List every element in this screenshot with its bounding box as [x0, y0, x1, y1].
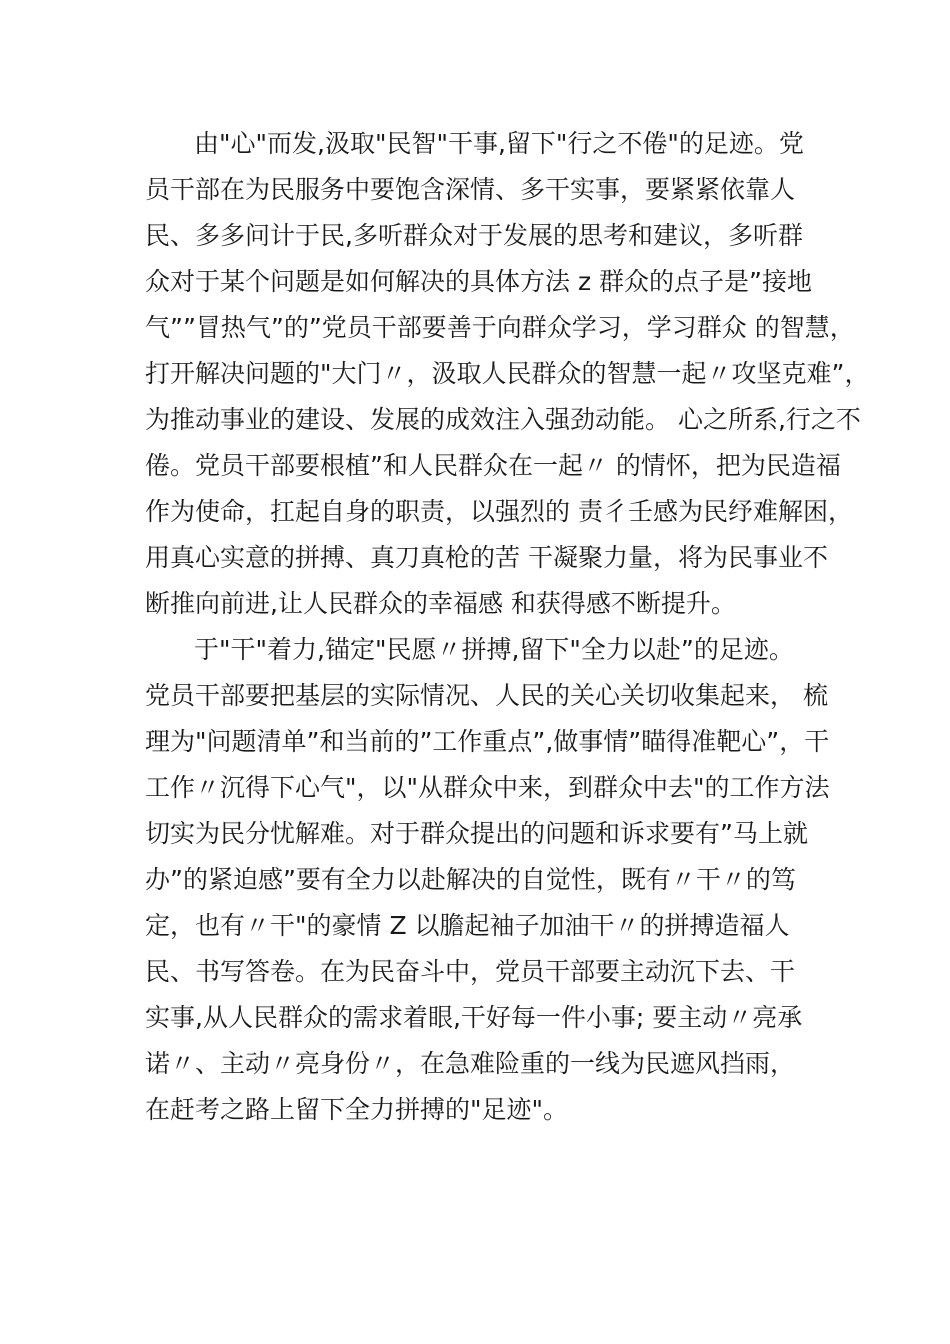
paragraph-2-line-4: 工作〃沉得下心气"，以"从群众中来，到群众中去"的工作方法 [145, 773, 830, 802]
paragraph-2-line-7: 定，也有〃干"的豪情 Z 以膽起袖子加油干〃的拼搏造福人 [145, 911, 790, 940]
paragraph-1-line-2: 员干部在为民服务中要饱含深情、多干实事，要紧紧依靠人 [145, 175, 796, 204]
paragraph-2-line-5: 切实为民分忧解难。对于群众提出的问题和诉求要有”马上就 [145, 819, 808, 848]
paragraph-2-line-9: 实事,从人民群众的需求着眼,干好每一件小事; 要主动〃亮承 [145, 1003, 803, 1032]
paragraph-1-line-6: 打开解决问题的"大门〃，汲取人民群众的智慧一起〃攻坚克难”， [145, 359, 870, 388]
paragraph-1-line-5: 气””冒热气”的”党员干部要善于向群众学习，学习群众 的智慧， [145, 313, 855, 342]
paragraph-1-line-7: 为推动事业的建设、发展的成效注入强劲动能。 心之所系,行之不 [145, 405, 861, 434]
paragraph-2-line-3: 理为"问题清单”和当前的”工作重点”,做事情”瞄得准靶心”，干 [145, 727, 830, 756]
paragraph-2-line-10: 诺〃、主动〃亮身份〃，在急难险重的一线为民遮风挡雨， [145, 1049, 796, 1078]
paragraph-2-line-11: 在赶考之路上留下全力拼搏的"足迹"。 [145, 1095, 568, 1124]
paragraph-2-line-8: 民、书写答卷。在为民奋斗中，党员干部要主动沉下去、干 [145, 957, 796, 986]
paragraph-1-line-8: 倦。党员干部要根植”和人民群众在一起〃 的情怀，把为民造福 [145, 451, 841, 480]
paragraph-2-line-2: 党员干部要把基层的实际情况、人民的关心关切收集起来， 梳 [145, 681, 828, 710]
paragraph-1-line-9: 作为使命，扛起自身的职责，以强烈的 责彳壬感为民纾难解困， [145, 497, 853, 526]
paragraph-1-line-4: 众对于某个问题是如何解决的具体方法 z 群众的点子是”接地 [145, 267, 812, 296]
paragraph-2-line-6: 办”的紧迫感”要有全力以赴解决的自觉性，既有〃干〃的笃 [145, 865, 796, 894]
paragraph-1-line-3: 民、多多问计于民,多听群众对于发展的思考和建议，多听群 [145, 221, 803, 250]
paragraph-1-line-10: 用真心实意的拼搏、真刀真枪的苦 干凝聚力量，将为民事业不 [145, 543, 828, 572]
paragraph-1-line-11: 断推向前进,让人民群众的幸福感 和获得感不断提升。 [145, 589, 736, 618]
paragraph-1-line-1: 由"心"而发,汲取"民智"干事,留下"行之不倦"的足迹。党 [194, 129, 804, 158]
paragraph-2-line-1: 于"干"着力,锚定"民愿〃拼搏,留下"全力以赴”的足迹。 [194, 635, 794, 664]
